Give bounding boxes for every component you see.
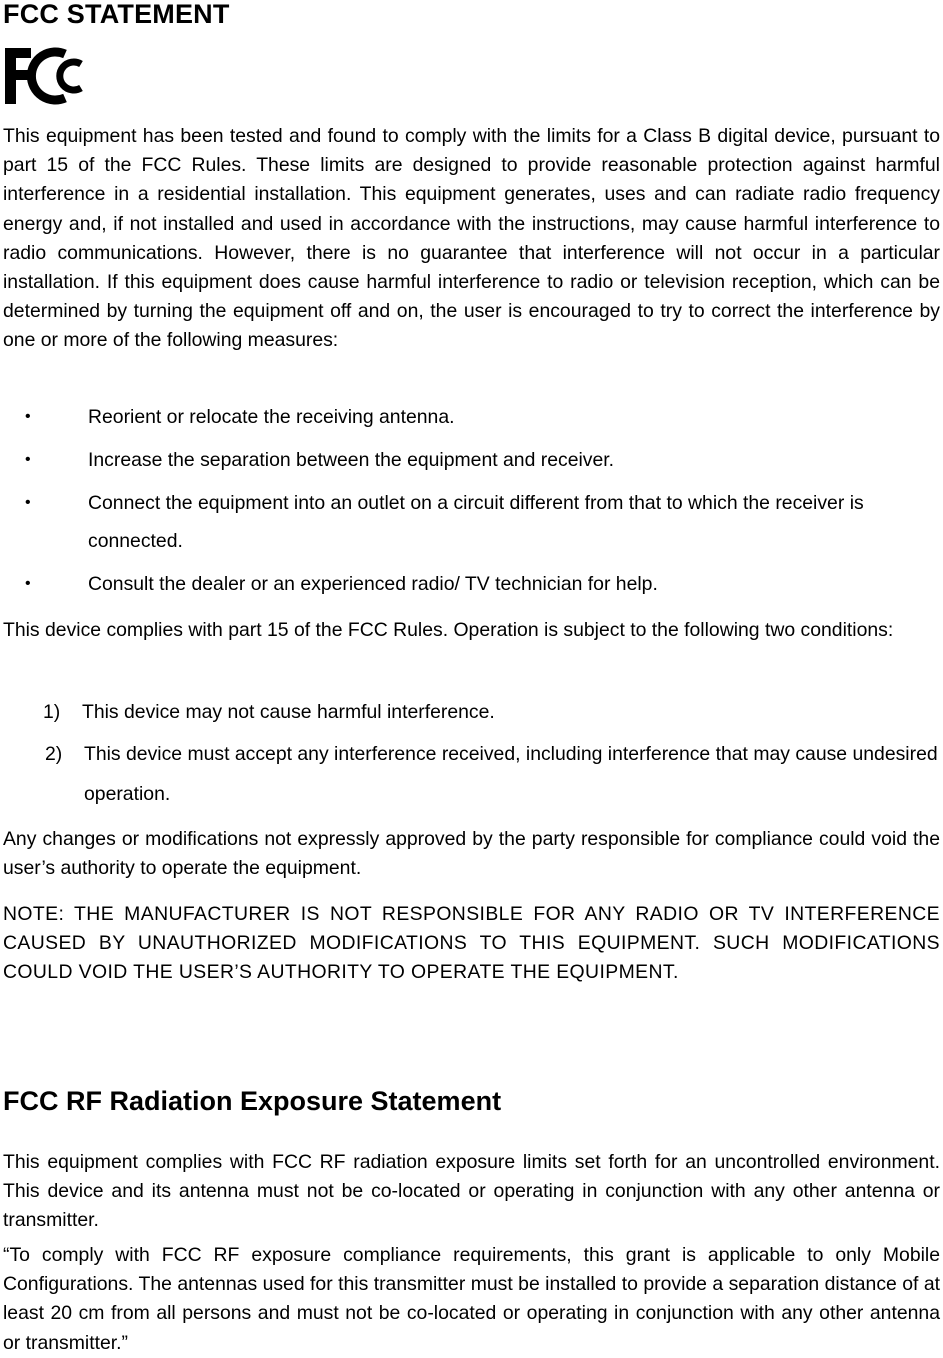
bullet-icon: • [25,575,31,592]
part15-paragraph: This device complies with part 15 of the FCC Rules. Operation is subject to the following two conditions: [3,619,894,641]
measure-text: Connect the equipment into an outlet on a circuit different from that to which the receiver is connected. [88,492,864,552]
condition-text: This device must accept any interference received, including interference that may cause undesired operation. [84,743,938,805]
measure-text: Increase the separation between the equipment and receiver. [88,449,615,471]
intro-paragraph: This equipment has been tested and found to comply with the limits for a Class B digital device, pursuant to part 15 of the FCC Rules. These limits are designed to provide reasonable protection against harmful interference in a residential installation. This equipment generates, uses and can radiate radio frequency energy and, if not installed and used in accordance with the instructions, may cause harmful interference to radio communications. However, there is no guarantee that interference will not occur in a particular installation. If this equipment does cause harmful interference to radio or television reception, which can be determined by turning the equipment off and on, the user is encouraged to try to correct the interference by one or more of the following measures: [3,125,940,352]
bullet-icon: • [25,451,31,468]
rf-paragraph-2: “To comply with FCC RF exposure compliance requirements, this grant is applicable to only Mobile Configurations. The antennas used for this transmitter must be installed to provide a separation distance of at least 20 cm from all persons and must not be co-located or operating in conjunction with any other antenna or transmitter.” [3,1244,940,1354]
measure-text: Consult the dealer or an experienced radio/ TV technician for help. [88,573,658,595]
fcc-logo-icon [3,42,91,106]
note-paragraph: NOTE: THE MANUFACTURER IS NOT RESPONSIBLE FOR ANY RADIO OR TV INTERFERENCE CAUSED BY UNAUTHORIZED MODIFICATIONS TO THIS EQUIPMENT. SUCH MODIFICATIONS COULD VOID THE USER’S AUTHORITY TO OPERATE THE EQUIPMENT. [3,903,940,984]
rf-exposure-heading: FCC RF Radiation Exposure Statement [3,1086,502,1116]
condition-text: This device may not cause harmful interference. [82,701,495,723]
bullet-icon: • [25,494,31,511]
changes-paragraph: Any changes or modifications not expressly approved by the party responsible for compliance could void the user’s authority to operate the equipment. [3,828,940,880]
condition-number: 2) [45,743,63,765]
condition-number: 1) [43,701,61,723]
bullet-icon: • [25,408,31,425]
page-title: FCC STATEMENT [3,0,230,29]
rf-paragraph-1: This equipment complies with FCC RF radiation exposure limits set forth for an uncontrolled environment. This device and its antenna must not be co-located or operating in conjunction with any other antenna or transmitter. [3,1151,940,1232]
measure-text: Reorient or relocate the receiving antenna. [88,406,455,428]
